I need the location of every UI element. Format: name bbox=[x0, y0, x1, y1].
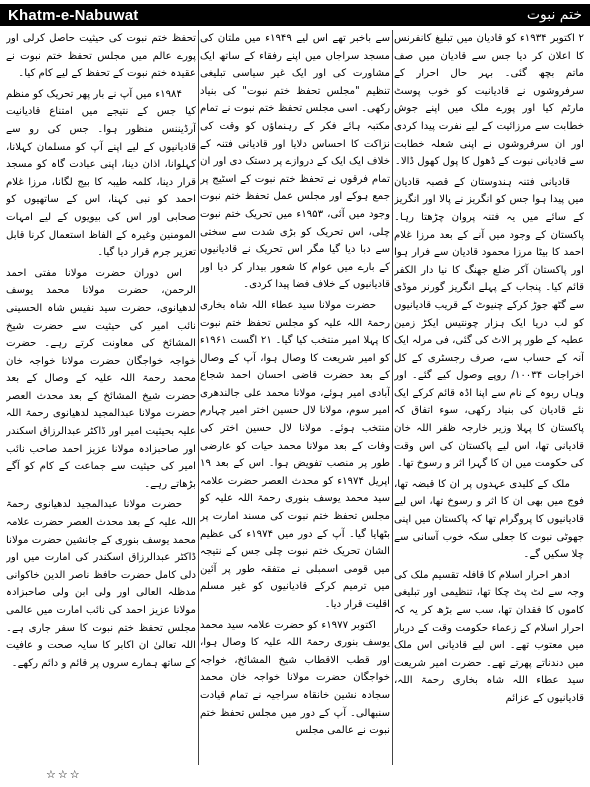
paragraph: ۱۹۸۴ء میں آپ نے بار پھر تحریک کو منظم کیا جس کے نتیجے میں امتناع قادیانیت آرڈیننس منظور ہوا۔ جس کی رو سے قادیانیوں کے لیے اپنے آپ کو مسلمان کہلانا، کہلوانا، اذان دینا، اپنی عبادت گاہ کو مسجد قرار دینا، کلمہ طیبہ کا بیج لگانا، مرزا غلام احمد کو نبی کہنا، اس کے ساتھیوں کو صحابی اور اس کی بیویوں کے لیے امہات المومنین وغیرہ کے الفاظ استعمال کرنا قابل تعزیر جرم قرار دیا گیا۔ bbox=[6, 88, 196, 259]
column-divider bbox=[392, 30, 393, 765]
paragraph: قادیانی فتنہ ہندوستان کے قصبہ قادیان میں پیدا ہوا جس کو انگریز نے پالا اور انگریز کے سائے میں یہ فتنہ پروان چڑھتا رہا۔ پاکستان کے وجود میں آنے کے بعد مرزا غلام احمد کا بیٹا مرزا محمود قادیان سے فرار ہوا اور پاکستان آکر ضلع جھنگ کا نیا دار الکفر قائم کیا۔ پنجاب کے پہلے انگریز گورنر موڈی سے گٹھ جوڑ کرکے چنیوٹ کے قریب قادیانیوں کو لب دریا ایک ہزار چونتیس ایکڑ زمین عطیہ کے طور پر الاٹ کی گئی، فی مرلہ ایک آنہ کے حساب سے، صرف رجسٹری کے کل اخراجات ۱۰۰۳۴/ روپے وصول کیے گئے۔ اور وہاں ربوہ کے نام سے اپنا اڈہ قائم کرکے ایک نئے قادیان کی بنیاد رکھی، سوء اتفاق کہ پاکستان کا پہلا وزیر خارجہ ظفر اللہ خان قادیانی تھا، اس لیے پاکستان کی اس وقت کی حکومت میں ان کا گہرا اثر و رسوخ تھا۔ bbox=[394, 176, 584, 470]
paragraph: ۲ اکتوبر ۱۹۳۴ء کو قادیان میں تبلیغ کانفرنس کا اعلان کر دیا جس سے قادیان میں صف ماتم بچھ گئی۔ بہر حال احرار کے سرفروشوں نے قادیانیت کو خوب پوسٹ مارٹم کیا اور پورے ملک میں اپنے جوش خطابت سے مرزائیت کے لیے نفرت پیدا کردی اور ان سرفروشوں نے اپنی شعلہ خطابت سے قادیانی نبوت کے ڈھول کا پول کھول ڈالا۔ bbox=[394, 33, 584, 168]
paragraph: ملک کے کلیدی عہدوں پر ان کا قبضہ تھا، فوج میں بھی ان کا اثر و رسوخ تھا، اس لیے قادیانیوں کا پروگرام تھا کہ پاکستان میں اپنی جھوٹی نبوت کا جعلی سکہ خوب آسانی سے چلا سکیں گے۔ bbox=[394, 478, 584, 561]
paragraph: حضرت مولانا عبدالمجید لدھیانوی رحمۃ اللہ علیہ کے بعد محدث العصر حضرت علامہ محمد یوسف بنوری کے جانشین حضرت مولانا ڈاکٹر عبدالرزاق اسکندر کی امارت میں اور دلی کامل حضرت حافظ ناصر الدین خاکوانی مدظلہ العالی اور ولی ابن ولی صاحبزادہ مولانا عزیز احمد کی نائب امارت میں عالمی مجلس تحفظ ختم نبوت کا سفر جاری ہے۔ اللہ تعالیٰ ان اکابر کا سایہ صحت و عافیت کے ساتھ ہمارے سروں پر قائم و دائم رکھے۔ bbox=[6, 499, 196, 669]
section-title: Khatm-e-Nabuwat bbox=[8, 6, 139, 24]
paragraph: اس دوران حضرت مولانا مفتی احمد الرحمن، حضرت مولانا محمد یوسف لدھیانوی، حضرت سید نفیس شاہ الحسینی نائب امیر کی حیثیت سے حضرت شیخ المشائخ کی معاونت کرتے رہے۔ حضرت خواجہ خواجگان حضرت مولانا خواجہ خان محمد رحمۃ اللہ علیہ کے وصال کے بعد حضرت شیخ المشائخ کے بعد محدث العصر حضرت مولانا عبدالمجید لدھیانوی رحمۃ اللہ علیہ بحیثیت امیر اور ڈاکٹر عبدالرزاق اسکندر اور صاحبزادہ مولانا عزیز احمد صاحب نائب امیر کی حیثیت سے جماعت کے کام کو آگے بڑھاتے رہے۔ bbox=[6, 267, 196, 490]
section-title-urdu: ختم نبوت bbox=[526, 7, 582, 23]
article-columns bbox=[6, 30, 584, 765]
column-divider bbox=[198, 30, 199, 765]
article-column-left bbox=[6, 30, 196, 765]
paragraph: اکتوبر ۱۹۷۷ء کو حضرت علامہ سید محمد یوسف بنوری رحمۃ اللہ علیہ کا وصال ہوا، اور قطب الاقطاب شیخ المشائخ، خواجہ خواجگان حضرت مولانا خواجہ خان محمد سجادہ نشین خانقاہ سراجیہ نے تمام قیادت سنبھالی۔ آپ کے دور میں مجلس تحفظ ختم نبوت نے عالمی مجلس bbox=[200, 619, 390, 737]
paragraph: تحفظ ختم نبوت کی حیثیت حاصل کرلی اور پورے عالم میں مجلس تحفظ ختم نبوت نے عقیدہ ختم نبوت کے تحفظ کے لیے کام کیا۔ bbox=[6, 33, 196, 80]
paragraph: حضرت مولانا سید عطاء اللہ شاہ بخاری رحمۃ اللہ علیہ کو مجلس تحفظ ختم نبوت کا پہلا امیر منتخب کیا گیا۔ ۲۱ اگست ۱۹۶۱ء کو امیر شریعت کا وصال ہوا، آپ کے وصال کے بعد حضرت قاضی احسان احمد شجاع آبادی امیر ہوئے، مولانا محمد علی جالندھری امیر سوم، مولانا لال حسین اختر امیر چہارم منتخب ہوئے۔ مولانا لال حسین اختر کی وفات کے بعد مولانا محمد حیات کو عارضی طور پر منصب تفویض ہوا۔ اس کے بعد ۱۹ اپریل ۱۹۷۴ء کو محدث العصر حضرت علامہ سید محمد یوسف بنوری رحمۃ اللہ علیہ کو مجلس تحفظ ختم نبوت کی مسند امارت پر بٹھایا گیا۔ آپ کے دور میں ۱۹۷۴ء کی عظیم الشان تحریک ختم نبوت چلی جس کے نتیجہ میں قومی اسمبلی نے متفقہ طور پر آئین میں ترمیم کرکے قادیانیوں کو غیر مسلم اقلیت قرار دیا۔ bbox=[200, 299, 390, 610]
paragraph: ادھر احرار اسلام کا قافلہ تقسیم ملک کی وجہ سے لٹ پٹ چکا تھا، تنظیمی اور تبلیغی کاموں کا فقدان تھا، سب سے بڑھ کر یہ کہ احرار اسلام کے زعماء حکومت وقت کے دربار میں معتوب تھے۔ اس لیے قادیانی اس ملک میں دندناتے پھرتے تھے۔ حضرت امیر شریعت سید عطاء اللہ شاہ بخاری رحمۃ اللہ، قادیانیوں کے عزائم bbox=[394, 569, 584, 704]
end-of-article-stars: ☆☆☆ bbox=[46, 768, 82, 781]
article-column-middle bbox=[200, 30, 390, 765]
section-header-bar bbox=[0, 4, 590, 26]
paragraph: سے باخبر تھے اس لیے ۱۹۴۹ء میں ملتان کی مسجد سراجاں میں اپنے رفقاء کے ساتھ ایک مشاورت کی اور ایک غیر سیاسی تبلیغی تنظیم "مجلس تحفظ ختم نبوت" کی بنیاد رکھی۔ اسی مجلس تحفظ ختم نبوت نے تمام مکتبہ ہائے فکر کے رہنماؤں کو وقت کی نزاکت کا احساس دلایا اور قادیانی فتنہ کے خلاف ایک ایک کے دروازے پر دستک دی اور ان تمام فرقوں نے تحفظ ختم نبوت کے اسٹیج پر جمع ہوکے اور مجلس عمل تحفظ ختم نبوت وجود میں آئی، ۱۹۵۳ء میں تحریک ختم نبوت چلی، اس تحریک کو بڑی شدت سے سختی سے دبا دیا گیا مگر اس تحریک نے قادیانیوں کے بارے میں عوام کا شعور بیدار کر دیا اور قادیانیوں کے خلاف فضا پیدا کردی۔ bbox=[200, 33, 390, 291]
article-column-right bbox=[394, 30, 584, 765]
